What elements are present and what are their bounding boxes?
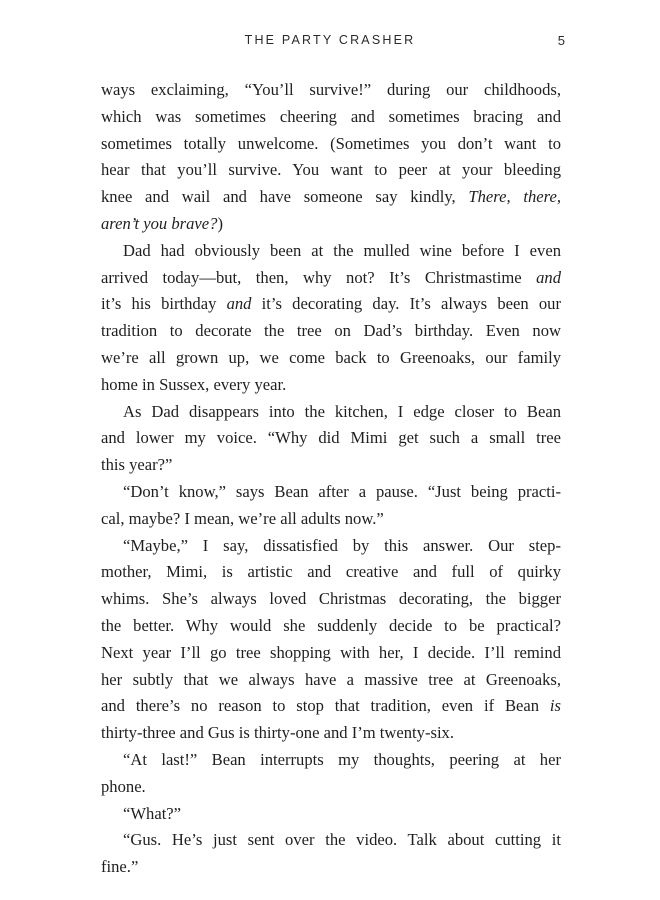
text-line bbox=[101, 131, 561, 158]
running-header bbox=[0, 33, 660, 53]
text-segment: ways exclaiming, “You’ll survive!” during our childhoods, bbox=[101, 80, 561, 99]
body-text bbox=[101, 77, 561, 881]
text-segment: “Maybe,” I say, dissatisfied by this answer. Our step- bbox=[123, 535, 561, 555]
text-segment: whims. She’s always loved Christmas decorating, the bigger bbox=[101, 589, 561, 609]
text-segment: mother, Mimi, is artistic and creative and full of quirky bbox=[101, 562, 561, 582]
italic-text: and bbox=[536, 267, 561, 287]
text-segment: and there’s no reason to stop that tradition, even if Bean bbox=[101, 696, 550, 716]
text-segment: we’re all grown up, we come back to Greenoaks, our family bbox=[101, 347, 561, 367]
text-line bbox=[101, 372, 561, 399]
text-line bbox=[101, 184, 561, 211]
text-line bbox=[101, 77, 561, 104]
text-segment: sometimes totally unwelcome. (Sometimes you don’t want to bbox=[101, 133, 561, 153]
italic-text: is bbox=[549, 696, 561, 716]
text-line bbox=[101, 774, 561, 801]
text-segment: hear that you’ll survive. You want to peer at your bleeding bbox=[101, 160, 561, 180]
text-line bbox=[101, 399, 561, 426]
text-segment: cal, maybe? I mean, we’re all adults now.” bbox=[101, 508, 384, 528]
text-line bbox=[101, 854, 561, 881]
text-segment: this year?” bbox=[101, 455, 173, 475]
text-segment: “Gus. He’s just sent over the video. Talk about cutting it bbox=[123, 830, 561, 850]
text-segment: it’s his birthday bbox=[101, 294, 227, 314]
text-segment: and lower my voice. “Why did Mimi get such a small tree bbox=[101, 428, 561, 448]
running-title: THE PARTY CRASHER bbox=[244, 33, 416, 47]
text-line bbox=[101, 801, 561, 828]
text-line bbox=[101, 747, 561, 774]
text-line bbox=[101, 452, 561, 479]
text-line bbox=[101, 104, 561, 131]
text-segment: “At last!” Bean interrupts my thoughts, peering at her bbox=[123, 749, 561, 769]
text-segment: As Dad disappears into the kitchen, I edge closer to Bean bbox=[123, 401, 561, 421]
text-line bbox=[101, 613, 561, 640]
text-segment: home in Sussex, every year. bbox=[101, 374, 287, 394]
italic-text: There, there, bbox=[468, 187, 561, 207]
text-segment: which was sometimes cheering and sometimes bracing and bbox=[101, 106, 561, 126]
text-line bbox=[101, 533, 561, 560]
text-segment: tradition to decorate the tree on Dad’s birthday. Even now bbox=[101, 321, 561, 341]
text-line bbox=[101, 693, 561, 720]
text-line bbox=[101, 318, 561, 345]
page-number: 5 bbox=[557, 33, 565, 48]
text-line bbox=[101, 559, 561, 586]
text-segment: fine.” bbox=[101, 857, 139, 877]
text-segment: her subtly that we always have a massive tree at Greenoaks, bbox=[101, 669, 561, 689]
text-line bbox=[101, 506, 561, 533]
text-segment: phone. bbox=[101, 776, 146, 796]
text-line bbox=[101, 586, 561, 613]
text-line bbox=[101, 265, 561, 292]
text-line bbox=[101, 827, 561, 854]
text-segment: the better. Why would she suddenly decide to be practical? bbox=[101, 615, 561, 635]
italic-text: and bbox=[226, 294, 252, 314]
text-segment: Dad had obviously been at the mulled wine before I even bbox=[123, 240, 561, 260]
text-segment: knee and wail and have someone say kindly, bbox=[101, 187, 469, 207]
text-segment: it’s decorating day. It’s always been our bbox=[251, 294, 561, 314]
text-line bbox=[101, 291, 561, 318]
text-line bbox=[101, 640, 561, 667]
text-line bbox=[101, 720, 561, 747]
text-line bbox=[101, 479, 561, 506]
text-line bbox=[101, 345, 561, 372]
text-segment: arrived today—but, then, why not? It’s Christmastime bbox=[101, 267, 537, 287]
italic-text: aren’t you brave? bbox=[101, 213, 218, 233]
text-line bbox=[101, 425, 561, 452]
text-line bbox=[101, 157, 561, 184]
text-segment: “Don’t know,” says Bean after a pause. “Just being practi- bbox=[123, 481, 561, 501]
text-line bbox=[101, 211, 561, 238]
text-segment: ) bbox=[217, 213, 223, 233]
text-segment: Next year I’ll go tree shopping with her, I decide. I’ll remind bbox=[101, 642, 561, 662]
text-segment: thirty-three and Gus is thirty-one and I’m twenty-six. bbox=[101, 723, 454, 743]
text-line bbox=[101, 667, 561, 694]
text-segment: “What?” bbox=[123, 803, 182, 823]
text-line bbox=[101, 238, 561, 265]
